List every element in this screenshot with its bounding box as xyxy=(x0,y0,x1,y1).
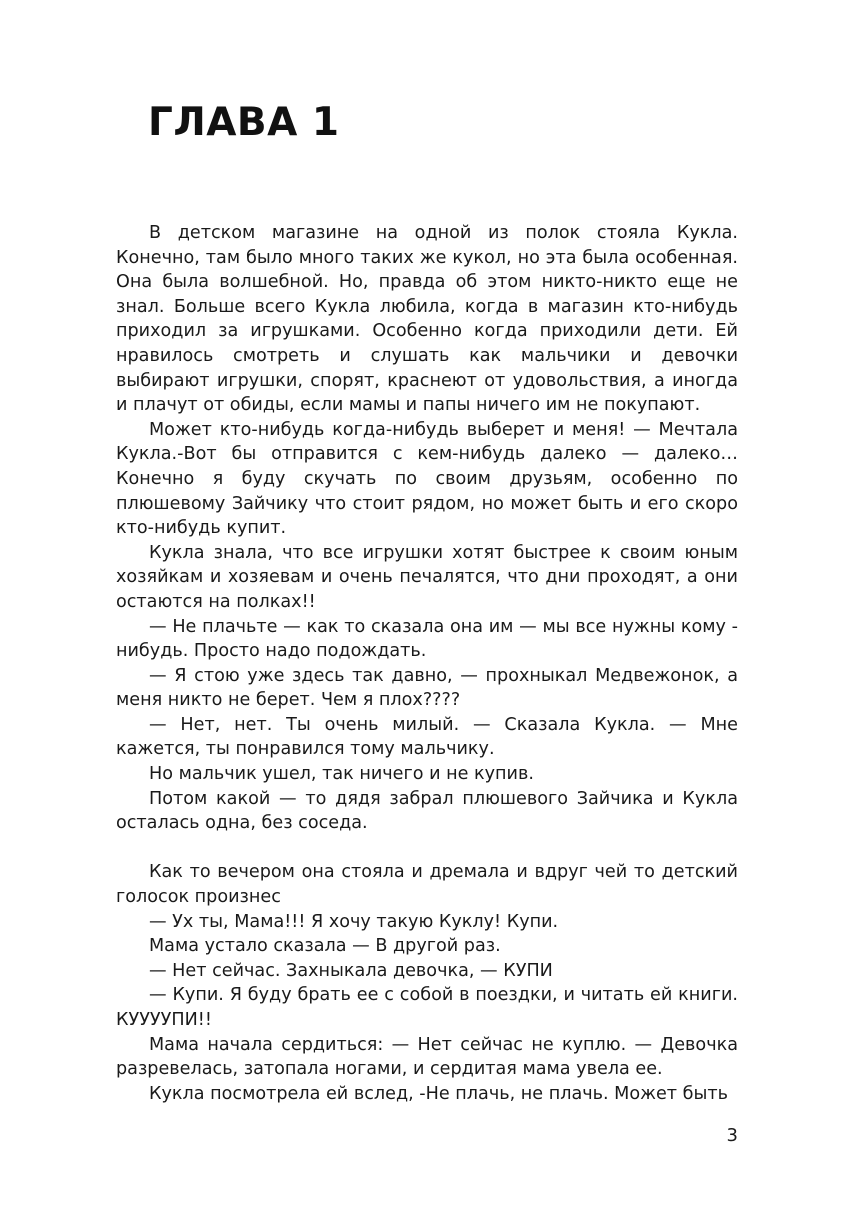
paragraph: Потом какой — то дядя забрал плюшевого Зайчика и Кукла осталась одна, без соседа. xyxy=(116,788,738,834)
paragraph: — Нет, нет. Ты очень милый. — Сказала Кукла. — Мне кажется, ты понравился тому мальчику. xyxy=(116,714,738,760)
paragraph: — Не плачьте — как то сказала она им — мы все нужны кому - нибудь. Просто надо подождать. xyxy=(116,616,738,662)
paragraph: — Купи. Я буду брать ее с собой в поездки, и читать ей книги. КУУУУПИ!! xyxy=(116,985,738,1030)
paragraph: Кукла знала, что все игрушки хотят быстрее к своим юным хозяйкам и хозяевам и очень печалятся, что дни проходят, а они остаются на полках!! xyxy=(116,542,738,612)
paragraph: Может кто-нибудь когда-нибудь выберет и меня! — Мечтала Кукла.-Вот бы отправится с кем-нибудь далеко — далеко… Конечно я буду скучать по своим друзьям, особенно по плюшевому Зайчику что стоит рядом, но может быть и его скоро кто-нибудь купит. xyxy=(116,419,738,539)
page-number: 3 xyxy=(726,1125,738,1146)
paragraph: Но мальчик ушел, так ничего и не купив. xyxy=(149,764,534,785)
paragraph: В детском магазине на одной из полок стояла Кукла. Конечно, там было много таких же кукол, но эта была особенная. Она была волшебной. Но, правда об этом никто-никто еще не знал. Больше всего Кукла любила, когда в магазин кто-нибудь приходил за игрушками. Особенно когда приходили дети. Ей нравилось смотреть и слушать как мальчики и девочки выбирают игрушки, спорят, краснеют от удовольствия, а иногда и плачут от обиды, если мамы и папы ничего им не покупают. xyxy=(116,223,738,416)
paragraph: Как то вечером она стояла и дремала и вдруг чей то детский голосок произнес xyxy=(116,862,738,908)
paragraph: Мама начала сердиться: — Нет сейчас не куплю. — Девочка разревелась, затопала ногами, и сердитая мама увела ее. xyxy=(116,1034,738,1080)
paragraph: Мама устало сказала — В другой раз. xyxy=(149,936,501,957)
paragraph: — Ух ты, Мама!!! Я хочу такую Куклу! Купи. xyxy=(149,911,559,932)
paragraph: — Я стою уже здесь так давно, — прохныкал Медвежонок, а меня никто не берет. Чем я плох???? xyxy=(116,665,738,711)
chapter-title: ГЛАВА 1 xyxy=(148,100,340,145)
chapter-text xyxy=(116,221,738,1106)
paragraph: — Нет сейчас. Захныкала девочка, — КУПИ xyxy=(149,960,553,981)
paragraph: Кукла посмотрела ей вслед, -Не плачь, не плачь. Может быть xyxy=(149,1083,728,1104)
